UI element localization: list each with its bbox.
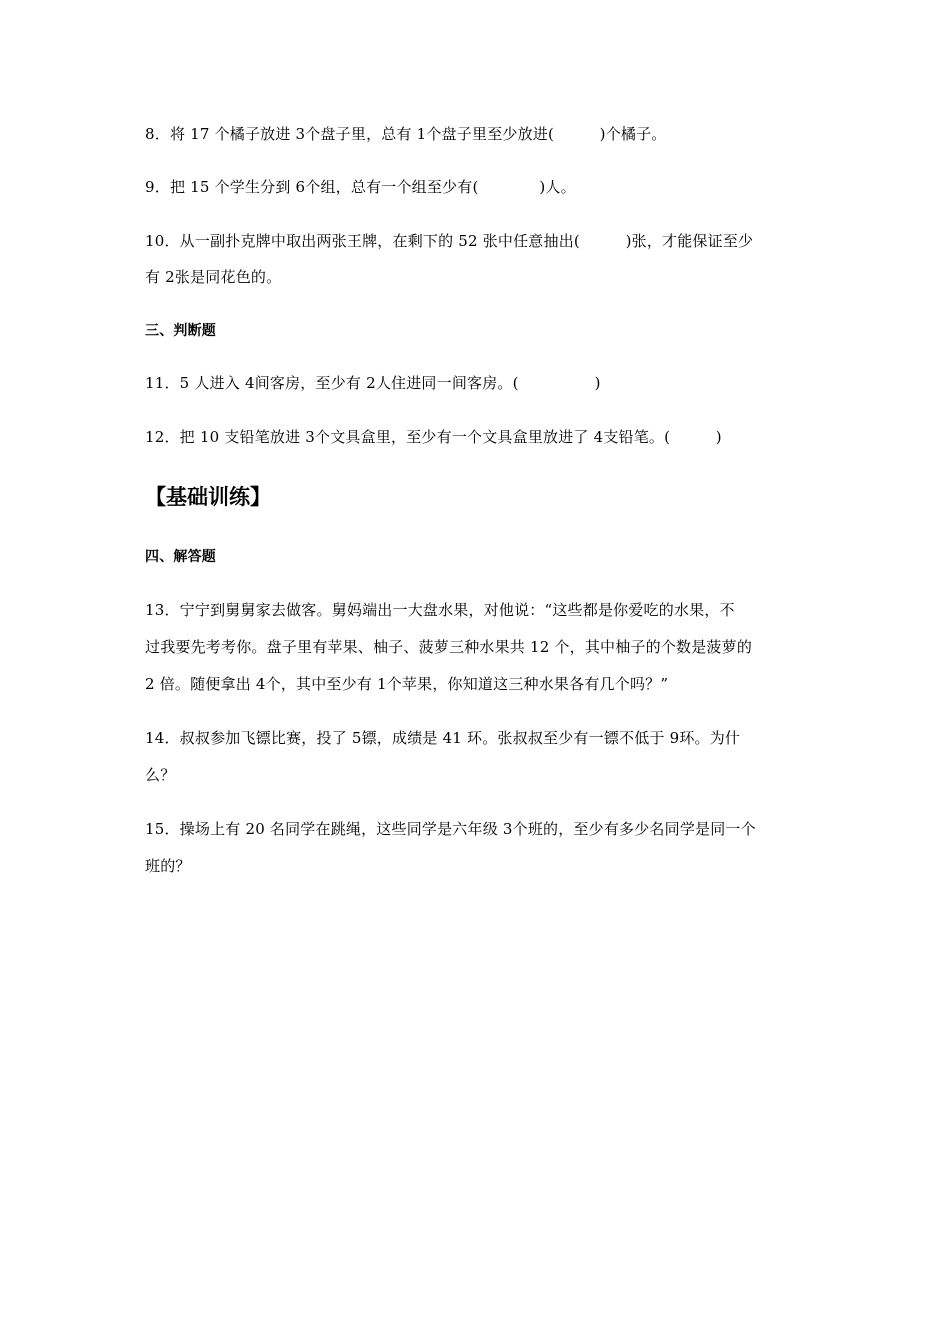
question-13-line-1: 13．宁宁到舅舅家去做客。舅妈端出一大盘水果，对他说：“这些都是你爱吃的水果，不 [145, 601, 735, 619]
question-15-line-2: 班的？ [145, 857, 191, 875]
question-9: 9．把 15 个学生分到 6个组，总有一个组至少有( )人。 [145, 178, 576, 196]
question-14-line-1: 14．叔叔参加飞镖比赛，投了 5镖，成绩是 41 环。张叔叔至少有一镖不低于 9环。为什 [145, 729, 741, 747]
question-11: 11．5 人进入 4间客房，至少有 2人住进同一间客房。( ) [145, 374, 601, 392]
section-heading-judgment: 三、判断题 [145, 323, 216, 339]
question-8: 8．将 17 个橘子放进 3个盘子里，总有 1个盘子里至少放进( )个橘子。 [145, 125, 667, 143]
question-10-line-2: 有 2张是同花色的。 [145, 268, 282, 286]
question-13-line-2: 过我要先考考你。盘子里有苹果、柚子、菠萝三种水果共 12 个，其中柚子的个数是菠萝的 [145, 638, 753, 656]
section-banner-basic-training: 【基础训练】 [145, 485, 271, 509]
question-10-line-1: 10．从一副扑克牌中取出两张王牌，在剩下的 52 张中任意抽出( )张，才能保证至少 [145, 232, 754, 250]
section-heading-answer: 四、解答题 [145, 549, 216, 565]
question-15-line-1: 15．操场上有 20 名同学在跳绳，这些同学是六年级 3个班的，至少有多少名同学是同一个 [145, 820, 756, 838]
question-13-line-3: 2 倍。随便拿出 4个，其中至少有 1个苹果，你知道这三种水果各有几个吗？” [145, 675, 669, 693]
question-12: 12．把 10 支铅笔放进 3个文具盒里，至少有一个文具盒里放进了 4支铅笔。( ) [145, 428, 722, 446]
question-14-line-2: 么？ [145, 766, 176, 784]
